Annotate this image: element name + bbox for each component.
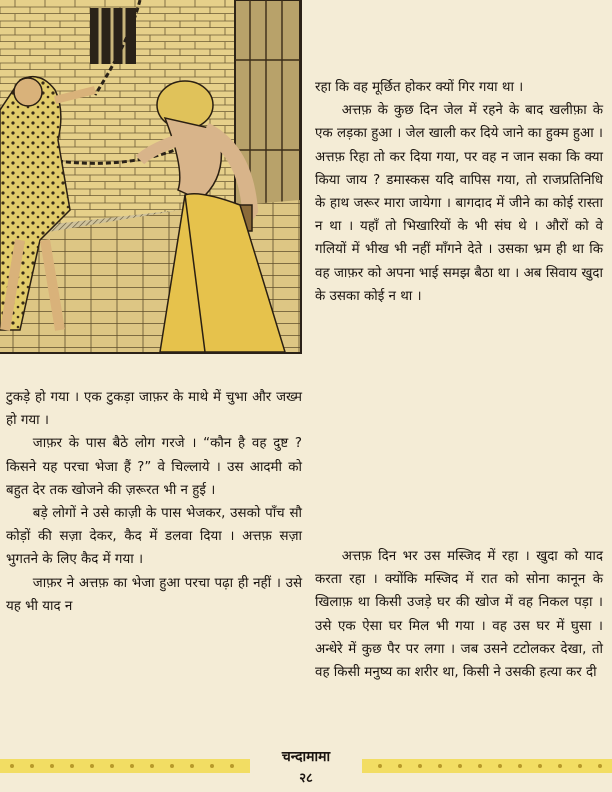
right-column-upper: [315, 76, 603, 308]
paragraph: रहा कि वह मूर्छित होकर क्यों गिर गया था ।: [315, 80, 524, 95]
paragraph: बड़े लोगों ने उसे काज़ी के पास भेजकर, उसको पाँच सौ कोड़ों की सज़ा देकर, कैद में डलवा दिया । अत्तफ़ सज़ा भुगतने के लिए कैद में गया ।: [6, 506, 302, 568]
story-illustration: [0, 0, 302, 354]
magazine-name: चन्दामामा: [281, 749, 331, 765]
paragraph: अत्तफ़ के कुछ दिन जेल में रहने के बाद खलीफ़ा के एक लड़का हुआ । जेल खाली कर दिये जाने का हुक्म हुआ । अत्तफ़ रिहा तो कर दिया गया, पर वह न जान सका कि क्या किया जाय ? डमास्कस यदि वापिस गया, तो राजप्रतिनिधि के हाथ जरूर मारा जायेगा । बागदाद में जीने का कोई रास्ता न था । यहाँ तो भिखारियों के भी संघ थे । औरों को वे गलियों में भीख भी नहीं माँगने देते । उसका भ्रम ही था कि वह जाफ़र को अपना भाई समझ बैठा था । अब सिवाय खुदा के उसका कोई न था ।: [315, 103, 604, 304]
right-column-lower: [315, 545, 603, 684]
paragraph: अत्तफ़ दिन भर उस मस्जिद में रहा । खुदा को याद करता रहा । क्योंकि मस्जिद में रात को सोना कानून के खिलाफ़ था किसी उजड़े घर की खोज में वह निकल पड़ा । उसे एक ऐसा घर मिल भी गया । वह उस घर में घुसा । अन्धेरे में कुछ पैर पर लगा । जब उसने टटोलकर देखा, तो वह किसी मनुष्य का शरीर था, किसी ने उसकी हत्या कर दी: [315, 549, 603, 681]
page-number: २८: [299, 771, 313, 786]
paragraph: जाफ़र ने अत्तफ़ का भेजा हुआ परचा पढ़ा ही नहीं । उसे यह भी याद न: [6, 575, 302, 614]
left-column: [6, 386, 302, 618]
paragraph: जाफ़र के पास बैठे लोग गरजे । “कौन है वह दुष्ट ? किसने यह परचा भेजा हैं ?” वे चिल्लाये । उस आदमी को बहुत देर तक खोजने की ज़रूरत भी न हुई ।: [6, 436, 302, 498]
paragraph: टुकड़े हो गया । एक टुकड़ा जाफ़र के माथे में चुभा और जख्म हो गया ।: [6, 390, 302, 429]
dungeon-scene-drawing: [0, 0, 300, 352]
